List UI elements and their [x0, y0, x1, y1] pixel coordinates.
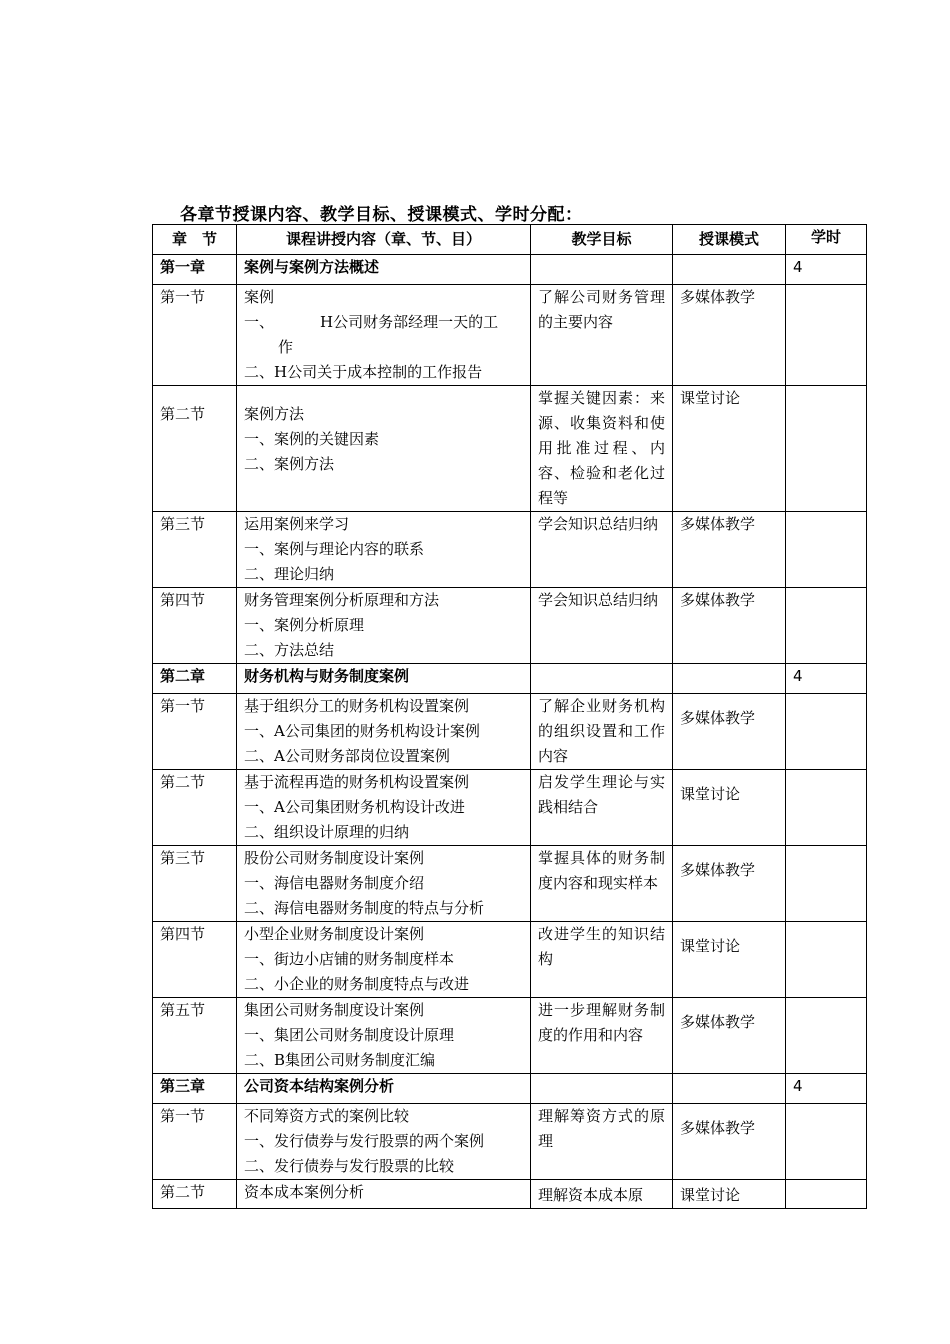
- header-content: 课程讲授内容（章、节、目）: [237, 225, 531, 255]
- section-row: [153, 512, 867, 588]
- section-mode: 多媒体教学: [673, 846, 786, 922]
- section-goal: 了解企业财务机构的组织设置和工作内容: [531, 694, 673, 770]
- section-row: [153, 1180, 867, 1209]
- chapter-title: 公司资本结构案例分析: [237, 1074, 531, 1104]
- section-row: [153, 998, 867, 1074]
- section-mode: 课堂讨论: [673, 770, 786, 846]
- chapter-title: 案例与案例方法概述: [237, 255, 531, 285]
- section-goal: 了解公司财务管理的主要内容: [531, 285, 673, 386]
- section-mode: 课堂讨论: [673, 1180, 786, 1209]
- section-row: [153, 1104, 867, 1180]
- section-label: 第一节: [153, 694, 237, 770]
- section-mode: 多媒体教学: [673, 512, 786, 588]
- page-title: 各章节授课内容、教学目标、授课模式、学时分配：: [180, 205, 583, 225]
- section-content: 股份公司财务制度设计案例 一、海信电器财务制度介绍 二、海信电器财务制度的特点与分析: [237, 846, 531, 922]
- header-chapter: 章 节: [153, 225, 237, 255]
- section-content: 集团公司财务制度设计案例 一、集团公司财务制度设计原理 二、B集团公司财务制度汇编: [237, 998, 531, 1074]
- header-row: [153, 225, 867, 255]
- chapter-row: [153, 1074, 867, 1104]
- section-label: 第二节: [153, 386, 237, 512]
- section-goal: 掌握关键因素：来源、收集资料和使用批准过程、内容、检验和老化过程等: [531, 386, 673, 512]
- section-mode: 课堂讨论: [673, 386, 786, 512]
- section-content: 运用案例来学习 一、案例与理论内容的联系 二、理论归纳: [237, 512, 531, 588]
- section-mode: 多媒体教学: [673, 285, 786, 386]
- section-mode: 多媒体教学: [673, 694, 786, 770]
- section-mode: 多媒体教学: [673, 588, 786, 664]
- section-label: 第三节: [153, 846, 237, 922]
- section-goal: 进一步理解财务制度的作用和内容: [531, 998, 673, 1074]
- section-content: 小型企业财务制度设计案例 一、街边小店铺的财务制度样本 二、小企业的财务制度特点与改进: [237, 922, 531, 998]
- section-row: [153, 770, 867, 846]
- section-row: [153, 386, 867, 512]
- chapter-hours: 4: [786, 255, 867, 285]
- section-label: 第四节: [153, 922, 237, 998]
- section-row: [153, 846, 867, 922]
- section-goal: 学会知识总结归纳: [531, 512, 673, 588]
- header-hours: 学时: [786, 225, 867, 255]
- section-label: 第三节: [153, 512, 237, 588]
- section-content: 财务管理案例分析原理和方法 一、案例分析原理 二、方法总结: [237, 588, 531, 664]
- section-content: 资本成本案例分析: [237, 1180, 531, 1209]
- section-label: 第四节: [153, 588, 237, 664]
- section-row: [153, 694, 867, 770]
- section-content: 不同筹资方式的案例比较 一、发行债券与发行股票的两个案例 二、发行债券与发行股票的比较: [237, 1104, 531, 1180]
- section-mode: 多媒体教学: [673, 1104, 786, 1180]
- section-label: 第一节: [153, 285, 237, 386]
- header-mode: 授课模式: [673, 225, 786, 255]
- section-goal: 掌握具体的财务制度内容和现实样本: [531, 846, 673, 922]
- section-mode: 多媒体教学: [673, 998, 786, 1074]
- section-row: [153, 285, 867, 386]
- chapter-hours: 4: [786, 664, 867, 694]
- section-goal: 学会知识总结归纳: [531, 588, 673, 664]
- section-label: 第五节: [153, 998, 237, 1074]
- chapter-hours: 4: [786, 1074, 867, 1104]
- section-content: 基于组织分工的财务机构设置案例 一、A公司集团的财务机构设计案例 二、A公司财务部岗位设置案例: [237, 694, 531, 770]
- chapter-label: 第二章: [153, 664, 237, 694]
- section-label: 第二节: [153, 770, 237, 846]
- chapter-label: 第一章: [153, 255, 237, 285]
- chapter-label: 第三章: [153, 1074, 237, 1104]
- section-mode: 课堂讨论: [673, 922, 786, 998]
- section-content: 案例方法 一、案例的关键因素 二、案例方法: [237, 386, 531, 512]
- chapter-title: 财务机构与财务制度案例: [237, 664, 531, 694]
- section-goal: 理解资本成本原: [531, 1180, 673, 1209]
- section-content: 基于流程再造的财务机构设置案例 一、A公司集团财务机构设计改进 二、组织设计原理的归纳: [237, 770, 531, 846]
- section-label: 第二节: [153, 1180, 237, 1209]
- section-content: 案例 一、 H公司财务部经理一天的工 作 二、H公司关于成本控制的工作报告: [237, 285, 531, 386]
- section-goal: 理解筹资方式的原理: [531, 1104, 673, 1180]
- section-row: [153, 588, 867, 664]
- header-goal: 教学目标: [531, 225, 673, 255]
- section-label: 第一节: [153, 1104, 237, 1180]
- syllabus-table: [152, 224, 867, 1209]
- section-row: [153, 922, 867, 998]
- section-goal: 改进学生的知识结构: [531, 922, 673, 998]
- chapter-row: [153, 255, 867, 285]
- section-goal: 启发学生理论与实践相结合: [531, 770, 673, 846]
- chapter-row: [153, 664, 867, 694]
